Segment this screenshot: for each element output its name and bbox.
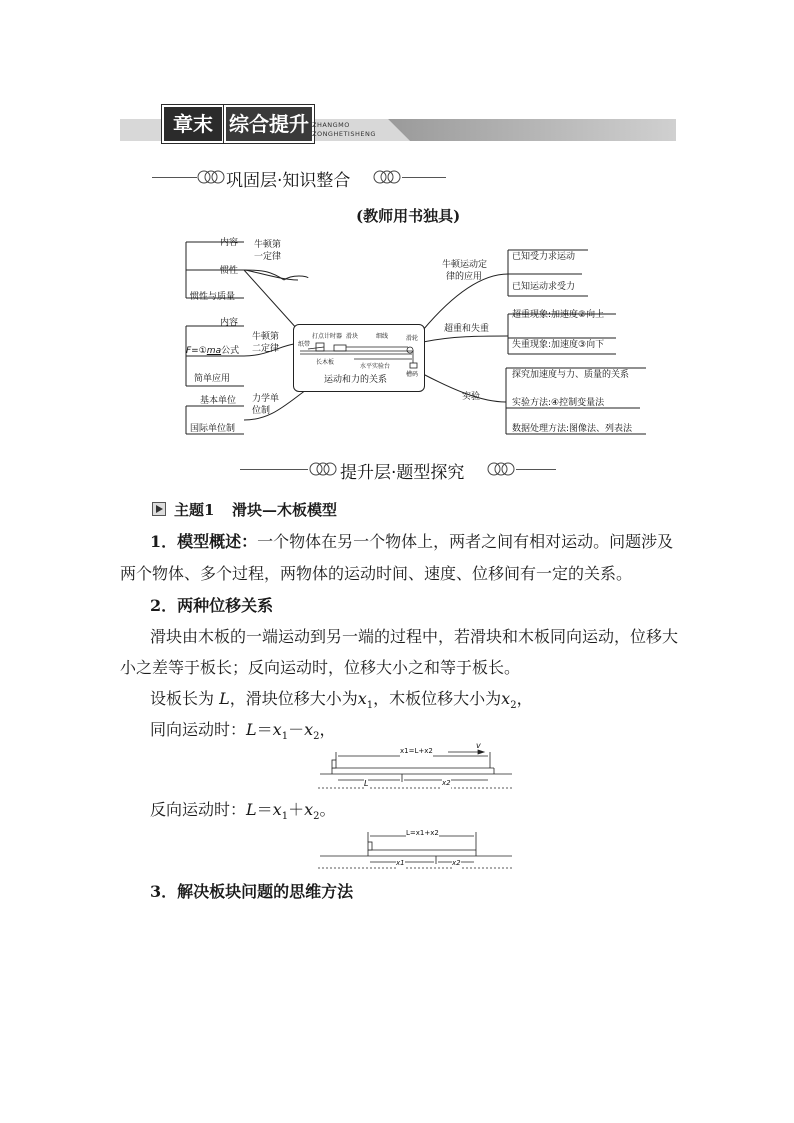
mm-right1-title-line1: 牛顿运动定 xyxy=(442,260,488,270)
mm-formula-circ: ① xyxy=(198,346,207,356)
banner-badge-part1: 章末 xyxy=(162,105,224,143)
section2-rule-left xyxy=(240,469,308,470)
mm-apparatus-timer: 打点计时器 xyxy=(312,333,343,340)
para1-line1-rest: 一个物体在另一个物体上，两者之间有相对运动。问题涉及 xyxy=(257,532,674,551)
diagram2-top-label: L=x1+x2 xyxy=(406,829,439,837)
mm-right1-title-line2: 律的应用 xyxy=(446,272,483,282)
banner-pinyin-line1: ZHANGMO xyxy=(312,121,350,129)
chain-ornament-icon xyxy=(308,461,338,477)
mm-center-box xyxy=(293,324,425,392)
para1-line1 xyxy=(150,532,673,552)
teacher-note: (教师用书独具) xyxy=(356,207,461,225)
mm-left1-item1: 内容 xyxy=(220,238,239,248)
para2-line2: 小之差等于板长；反向运动时，位移大小之和等于板长。 xyxy=(120,658,521,677)
mm-right3-item1: 探究加速度与力、质量的关系 xyxy=(512,370,630,380)
mm-apparatus-slider: 滑块 xyxy=(346,333,359,340)
section2-rule-right xyxy=(516,469,556,470)
banner-badge-part2: 综合提升 xyxy=(224,105,314,143)
mm-apparatus-string: 细线 xyxy=(376,333,389,340)
mm-right1-item1: 已知受力求运动 xyxy=(512,252,576,262)
section2-title: 提升层·题型探究 xyxy=(340,463,465,483)
para3-heading: 3．解决板块问题的思维方法 xyxy=(150,882,354,901)
mm-right2-item2: 失重现象:加速度③向下 xyxy=(512,340,605,350)
mm-formula-var: ma xyxy=(206,346,222,356)
topic-name: 滑块—木板模型 xyxy=(232,501,338,519)
mm-right3-item3: 数据处理方法:图像法、列表法 xyxy=(512,424,633,434)
opposite-direction-label: 反向运动时： xyxy=(150,800,247,819)
mm-center-caption: 运动和力的关系 xyxy=(324,375,388,385)
chain-ornament-icon xyxy=(372,169,402,185)
mm-apparatus-weight: 槽码 xyxy=(406,371,419,378)
mm-apparatus-pulley: 滑轮 xyxy=(406,335,419,342)
mm-left2-item1: 内容 xyxy=(220,318,239,328)
play-triangle-icon xyxy=(152,502,166,516)
diagram1-v-label: v xyxy=(476,741,481,750)
mm-right2-title: 超重和失重 xyxy=(444,324,490,334)
mm-left1-item3: 惯性与质量 xyxy=(190,292,236,302)
mm-apparatus-board: 长木板 xyxy=(316,359,335,366)
diagram2-x2-label: x2 xyxy=(452,859,461,867)
mm-left3-item2: 国际单位制 xyxy=(190,424,236,434)
para1-heading: 1．模型概述： xyxy=(150,532,258,551)
same-direction-line: 同向运动时：$L=x_1-x_2$， xyxy=(150,720,336,743)
mm-apparatus-tape: 纸带 xyxy=(298,341,311,348)
section1-rule-left xyxy=(152,177,197,178)
mm-left1-title-line2: 一定律 xyxy=(254,252,282,262)
mm-left3-item1: 基本单位 xyxy=(200,396,237,406)
mm-left1-item2: 惯性 xyxy=(220,266,239,276)
mm-right3-item2: 实验方法:④控制变量法 xyxy=(512,398,605,408)
same-direction-label: 同向运动时： xyxy=(150,720,247,739)
diagram2-x1-label: x1 xyxy=(396,859,405,867)
para2-line3: 设板长为 L，滑块位移大小为$x_1$，木板位移大小为$x_2$， xyxy=(150,689,533,712)
mm-right2-item1: 超重现象:加速度②向上 xyxy=(512,310,605,320)
chain-ornament-icon xyxy=(486,461,516,477)
section1-rule-right xyxy=(402,177,446,178)
mm-formula-prefix: F= xyxy=(186,346,199,356)
para2-line1: 滑块由木板的一端运动到另一端的过程中，若滑块和木板同向运动，位移大 xyxy=(150,627,679,646)
chapter-banner xyxy=(120,112,676,143)
diagram1-L-label: L xyxy=(364,779,369,788)
para2-heading: 2．两种位移关系 xyxy=(150,596,274,615)
knowledge-mindmap xyxy=(180,238,650,438)
para2-line3-d: ， xyxy=(516,689,533,708)
mm-left3-title-line2: 位制 xyxy=(252,406,271,416)
mm-right1-item2: 已知运动求受力 xyxy=(512,282,576,292)
para2-line3-c: ，木板位移大小为 xyxy=(373,689,502,708)
para2-line3-a: 设板长为 xyxy=(150,689,215,708)
opposite-direction-line: 反向运动时：$L=x_1+x_2$。 xyxy=(150,800,336,823)
mm-left2-item2 xyxy=(186,346,239,357)
mm-left2-title-line2: 二定律 xyxy=(252,344,280,354)
mm-formula-suffix: 公式 xyxy=(221,346,240,356)
diagram1-x2-label: x2 xyxy=(442,779,451,787)
mm-left2-title-line1: 牛顿第 xyxy=(252,332,280,342)
mm-left1-title-line1: 牛顿第 xyxy=(254,240,282,250)
section1-title: 巩固层·知识整合 xyxy=(226,171,351,191)
mm-left3-title-line1: 力学单 xyxy=(252,394,280,404)
diagram1-top-label: x1=L+x2 xyxy=(400,747,433,755)
banner-pinyin-line2: ZONGHETISHENG xyxy=(312,130,376,138)
mm-right3-title: 实验 xyxy=(462,392,481,402)
topic-label: 主题1 xyxy=(174,501,215,519)
chain-ornament-icon xyxy=(196,169,226,185)
mm-apparatus-table: 水平实验台 xyxy=(360,363,391,370)
para2-line3-b: ，滑块位移大小为 xyxy=(229,689,358,708)
para1-line2: 两个物体、多个过程，两物体的运动时间、速度、位移间有一定的关系。 xyxy=(120,564,633,583)
mm-left2-item3: 简单应用 xyxy=(194,374,231,384)
